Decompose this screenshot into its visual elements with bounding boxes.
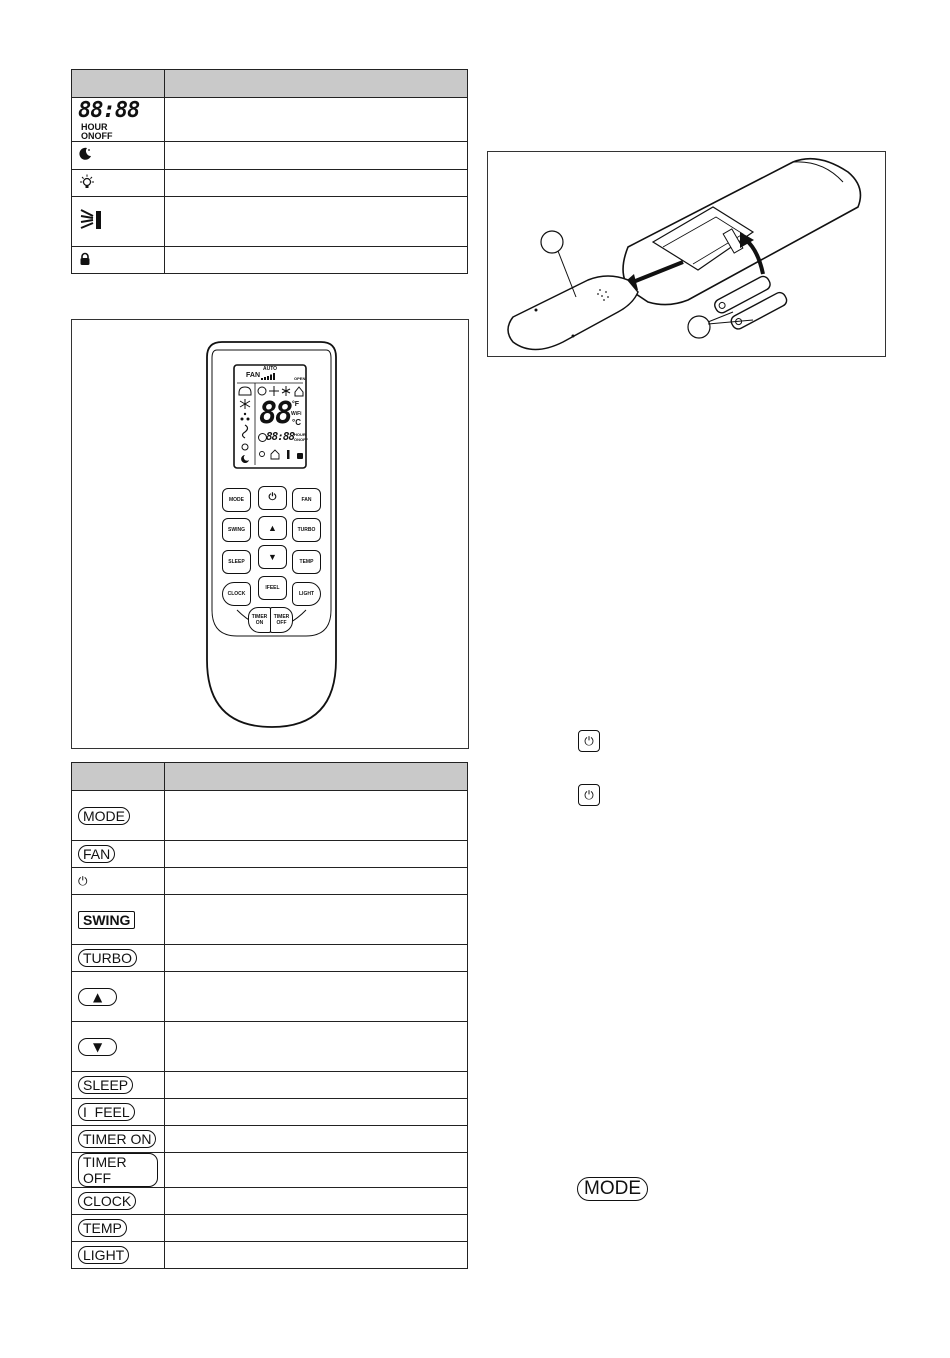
mode-button-label: MODE: [78, 807, 130, 825]
table-row: [72, 868, 468, 895]
remote-up-button[interactable]: ▲: [258, 516, 287, 540]
description-cell: [165, 1072, 468, 1099]
description-cell: [165, 197, 468, 247]
lcd-hour-label: HOUR: [294, 432, 306, 437]
button-cell: [72, 1188, 165, 1215]
symbol-cell: [72, 197, 165, 247]
button-cell: [72, 895, 165, 945]
button-cell: [72, 1126, 165, 1153]
table-row: [72, 1242, 468, 1269]
table-row: [72, 142, 468, 170]
table-row: [72, 170, 468, 197]
signal-bars-icon: [261, 373, 277, 380]
power-icon: ⏻: [78, 874, 88, 888]
symbol-cell: [72, 142, 165, 170]
description-cell: [165, 1126, 468, 1153]
table-row: [72, 1099, 468, 1126]
header-cell: [165, 763, 468, 791]
remote-turbo-button[interactable]: TURBO: [292, 518, 321, 542]
table-header-row: [72, 70, 468, 98]
up-arrow-icon: ▲: [78, 988, 117, 1006]
lcd-onoff-label: ONOFF: [294, 437, 308, 442]
remote-ifeel-button[interactable]: IFEEL: [258, 576, 287, 600]
sleep-button-label: SLEEP: [78, 1076, 133, 1094]
table-row: [72, 1215, 468, 1242]
button-cell: [72, 841, 165, 868]
turbo-button-label: TURBO: [78, 949, 137, 967]
remote-down-button[interactable]: ▼: [258, 545, 287, 569]
button-cell: [72, 791, 165, 841]
remote-light-button[interactable]: LIGHT: [292, 582, 321, 606]
lcd-fan-label: FAN: [246, 372, 260, 379]
lcd-bottom-icons: [257, 448, 305, 460]
lcd-open-label: OPEN: [294, 376, 306, 381]
description-cell: [165, 1188, 468, 1215]
swing-icon: [78, 207, 104, 233]
remote-clock-button[interactable]: CLOCK: [222, 582, 251, 606]
button-cell: [72, 972, 165, 1022]
buttons-table: [71, 762, 468, 1269]
hour-onoff-label: HOUR ONOFF: [81, 122, 113, 141]
remote-timer-off-button[interactable]: [270, 607, 293, 633]
button-cell: [72, 1022, 165, 1072]
remote-mode-button[interactable]: MODE: [222, 488, 251, 512]
description-cell: [165, 791, 468, 841]
description-cell: [165, 170, 468, 197]
remote-temp-button[interactable]: TEMP: [292, 550, 321, 574]
table-header-row: [72, 763, 468, 791]
lcd-auto-label: AUTO: [263, 366, 278, 372]
power-symbol-1: ⏻: [578, 730, 600, 752]
battery-installation-illustration: [488, 152, 885, 356]
button-cell: [72, 1072, 165, 1099]
remote-power-button[interactable]: ⏻: [258, 486, 287, 510]
down-arrow-icon: ▼: [78, 1038, 117, 1056]
symbol-cell: [72, 98, 165, 142]
button-cell: [72, 1153, 165, 1188]
lock-icon: [78, 252, 92, 266]
header-cell: [165, 70, 468, 98]
lcd-clock-digits: 88:88: [266, 430, 295, 443]
timer-off-label: TIMER OFF: [273, 614, 290, 626]
description-cell: [165, 868, 468, 895]
timer-off-button-label: TIMER OFF: [78, 1153, 158, 1187]
table-row: [72, 1022, 468, 1072]
clock-display-icon: 88:88: [78, 98, 140, 123]
table-row: [72, 791, 468, 841]
button-cell: [72, 1215, 165, 1242]
sleep-moon-icon: [78, 147, 92, 161]
description-cell: [165, 1022, 468, 1072]
fan-button-label: FAN: [78, 845, 115, 863]
remote-timer-on-button[interactable]: [248, 607, 271, 633]
description-cell: [165, 895, 468, 945]
table-row: [72, 972, 468, 1022]
description-cell: [165, 1242, 468, 1269]
lcd-deg-f: °F: [292, 401, 300, 408]
timer-on-button-label: TIMER ON: [78, 1130, 156, 1148]
table-row: [72, 1126, 468, 1153]
button-cell: [72, 868, 165, 895]
timer-on-label: TIMER ON: [251, 614, 268, 626]
description-cell: [165, 1215, 468, 1242]
table-row: [72, 895, 468, 945]
display-symbols-table: [71, 69, 468, 274]
table-row: [72, 841, 468, 868]
description-cell: [165, 945, 468, 972]
light-button-label: LIGHT: [78, 1246, 129, 1264]
table-row: [72, 1072, 468, 1099]
ifeel-button-label: I FEEL: [78, 1103, 135, 1121]
description-cell: [165, 1099, 468, 1126]
description-cell: [165, 247, 468, 274]
header-cell: [72, 763, 165, 791]
lcd-wifi: WiFi: [291, 411, 302, 417]
mode-symbol: MODE: [577, 1177, 648, 1201]
description-cell: [165, 972, 468, 1022]
symbol-cell: [72, 170, 165, 197]
description-cell: [165, 1153, 468, 1188]
description-cell: [165, 841, 468, 868]
table-row: [72, 1188, 468, 1215]
lcd-left-icons: [236, 383, 254, 463]
battery-figure-frame: [487, 151, 886, 357]
description-cell: [165, 142, 468, 170]
remote-figure-frame: [71, 319, 469, 749]
temp-button-label: TEMP: [78, 1219, 127, 1237]
mode-label-wrap: [577, 1177, 648, 1201]
power-symbol-2: ⏻: [578, 784, 600, 806]
lcd-temp-digits: 88: [259, 396, 292, 431]
description-cell: [165, 98, 468, 142]
swing-button-label: SWING: [78, 911, 135, 929]
button-cell: [72, 945, 165, 972]
table-row: [72, 197, 468, 247]
button-cell: [72, 1099, 165, 1126]
lcd-deg-c: °C: [292, 418, 301, 427]
button-cell: [72, 1242, 165, 1269]
table-row: [72, 945, 468, 972]
table-row: [72, 247, 468, 274]
table-row: [72, 1153, 468, 1188]
symbol-cell: [72, 247, 165, 274]
light-bulb-icon: [78, 174, 96, 190]
remote-fan-button[interactable]: FAN: [292, 488, 321, 512]
header-cell: [72, 70, 165, 98]
remote-swing-button[interactable]: SWING: [222, 518, 251, 542]
remote-sleep-button[interactable]: SLEEP: [222, 550, 251, 574]
table-row: [72, 98, 468, 142]
clock-button-label: CLOCK: [78, 1192, 136, 1210]
